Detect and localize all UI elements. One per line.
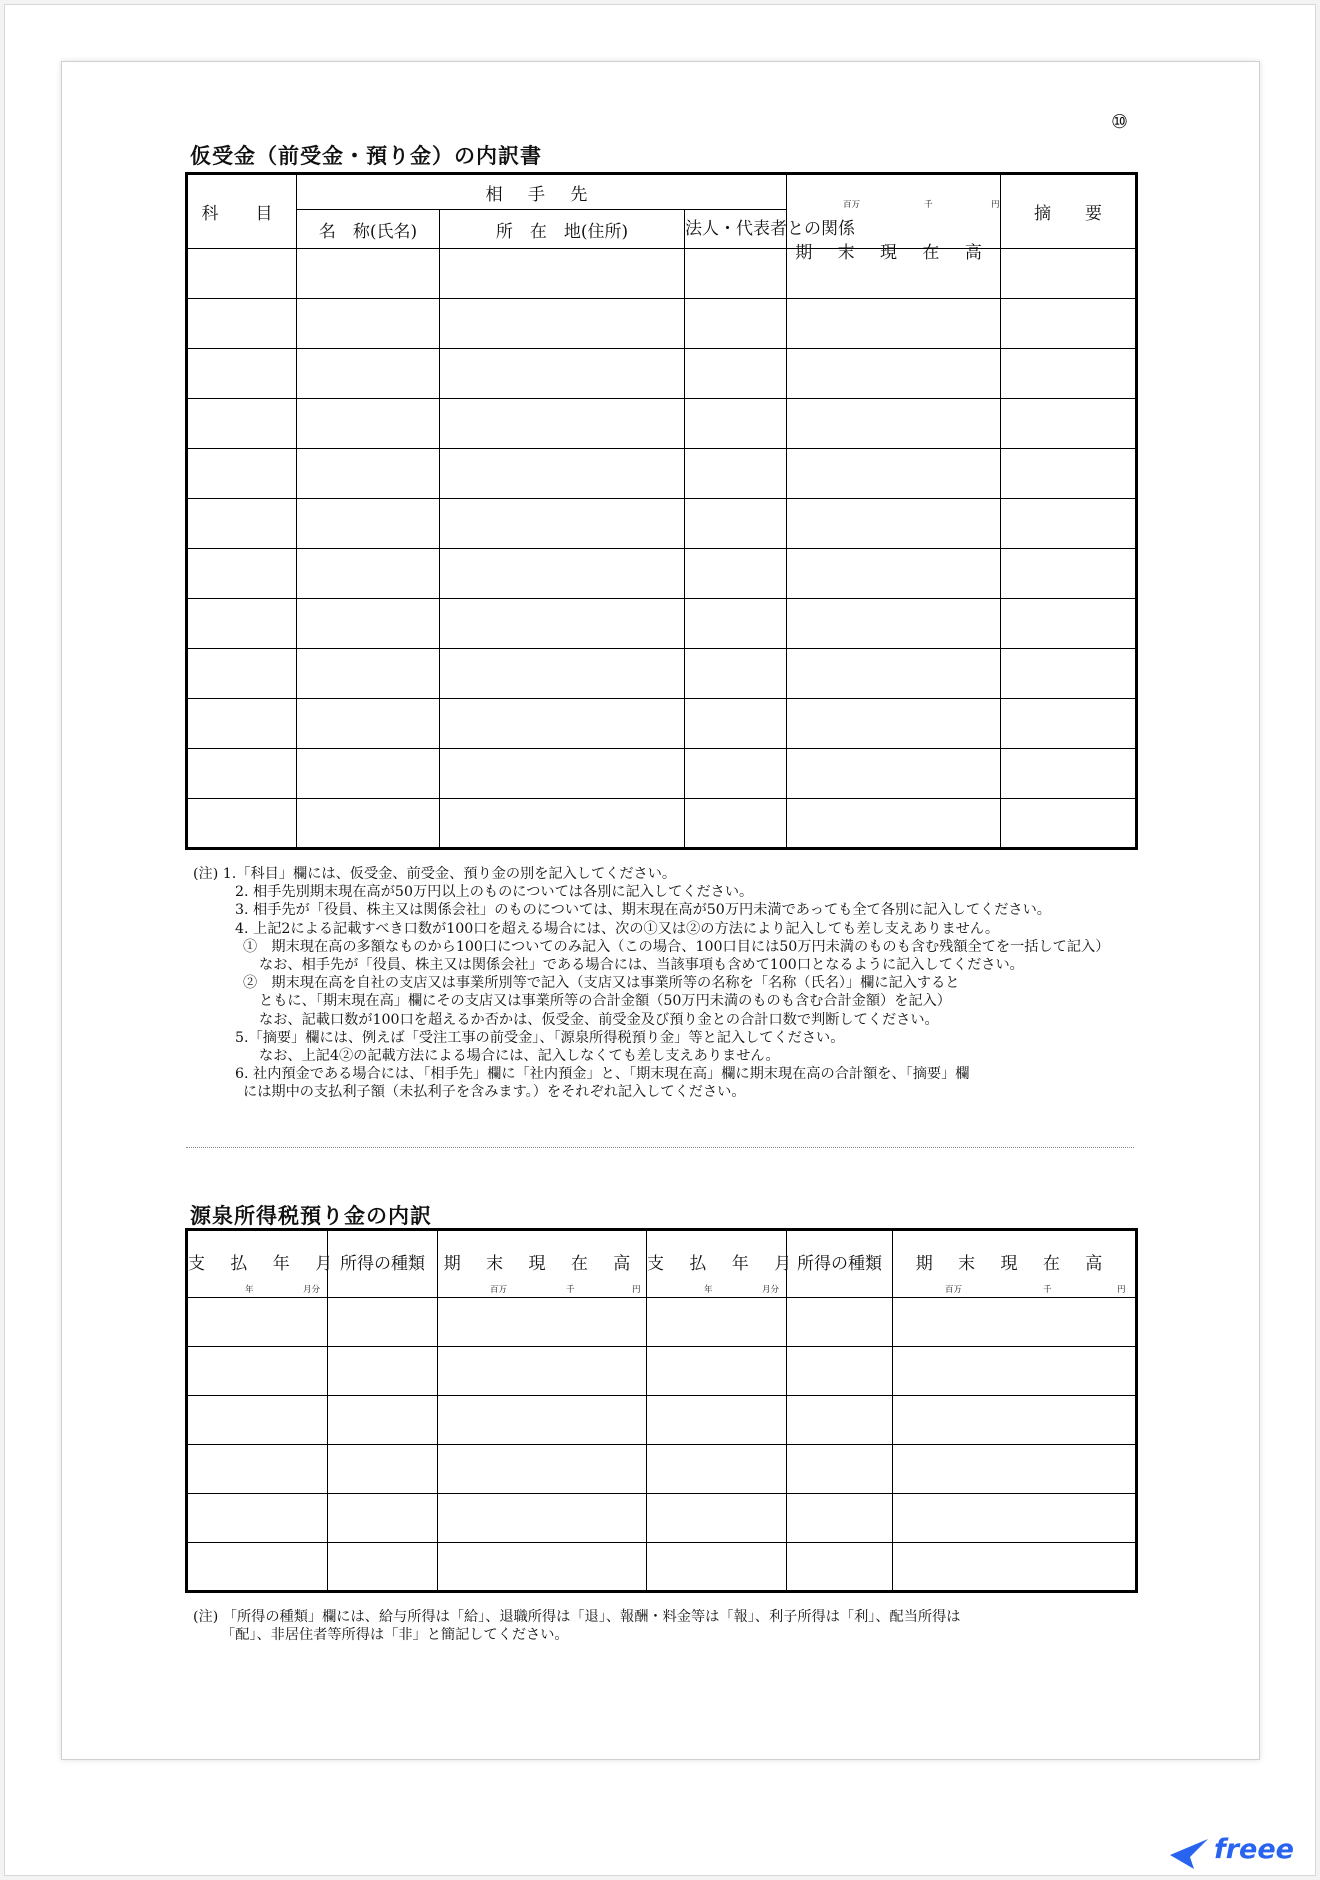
table-row [187,799,1137,849]
cell-kimatsu[interactable] [438,1298,647,1347]
cell-shiharai[interactable] [187,1347,328,1396]
cell-kimatsu[interactable] [893,1543,1137,1592]
cell-shozaichi[interactable] [440,749,685,799]
cell-meisho[interactable] [297,549,440,599]
cell-kimatsu[interactable] [787,599,1001,649]
cell-shurui[interactable] [787,1445,893,1494]
header-kankei: 法人・代表者との関係 [685,210,787,249]
cell-shozaichi[interactable] [440,699,685,749]
cell-kamoku[interactable] [187,399,297,449]
header-shiharai-2 [647,1230,802,1298]
cell-shurui[interactable] [328,1494,438,1543]
cell-shozaichi[interactable] [440,649,685,699]
unit-thousand: 千 [924,199,933,210]
cell-tekiyo[interactable] [1001,599,1137,649]
note-line: (注) 「所得の種類」欄には、給与所得は「給」、退職所得は「退」、報酬・料金等は「報」、利子所得は「利」、配当所得は [193,1609,961,1625]
cell-tekiyo[interactable] [1001,499,1137,549]
cell-shurui[interactable] [787,1298,893,1347]
cell-shurui[interactable] [328,1445,438,1494]
cell-shiharai[interactable] [187,1543,328,1592]
cell-kankei[interactable] [685,699,787,749]
cell-kimatsu[interactable] [893,1298,1137,1347]
table-row [187,749,1137,799]
cell-tekiyo[interactable] [1001,399,1137,449]
section-divider [186,1147,1134,1148]
header-aite: 相 手 先 [297,174,787,210]
header-shurui-1: 所得の種類 [328,1230,438,1298]
header-kimatsu-1-label: 期 末 現 在 高 [443,1254,641,1274]
header-shiharai-1-label: 支 払 年 月 [188,1254,343,1274]
header-tekiyo: 摘 要 [1001,174,1137,249]
note-line: なお、相手先が「役員、株主又は関係会社」である場合には、当該事項も含めて100口となるように記入してください。 [259,957,1024,974]
cell-shurui[interactable] [787,1543,893,1592]
unit-label: 月分 [303,1285,321,1295]
cell-kimatsu[interactable] [893,1396,1137,1445]
cell-kimatsu[interactable] [893,1347,1137,1396]
cell-kankei[interactable] [685,299,787,349]
header-shiharai-2-label: 支 払 年 月 [647,1254,802,1274]
cell-kankei[interactable] [685,649,787,699]
unit-yen: 円 [991,199,1000,210]
cell-kimatsu[interactable] [787,449,1001,499]
table-row [187,349,1137,399]
cell-tekiyo[interactable] [1001,349,1137,399]
note-line: ① 期末現在高の多額なものから100口についてのみ記入（この場合、100口目には50万円未満のものも含む残額全てを一括して記入） [243,938,1110,955]
note-line: なお、記載口数が100口を超えるか否かは、仮受金、前受金及び預り金との合計口数で判断してください。 [259,1011,939,1028]
table-row [187,399,1137,449]
section2-title: 源泉所得税預り金の内訳 [190,1204,432,1228]
cell-kankei[interactable] [685,449,787,499]
page-number: ⑩ [1111,111,1129,133]
note-line: 「配」、非居住者等所得は「非」と簡記してください。 [221,1627,569,1644]
unit-label: 年 [245,1285,254,1295]
cell-meisho[interactable] [297,349,440,399]
cell-shozaichi[interactable] [440,499,685,549]
cell-kamoku[interactable] [187,349,297,399]
cell-kimatsu[interactable] [787,799,1001,849]
brand-name: freee [1214,1834,1294,1865]
freee-logo-icon [1168,1833,1214,1873]
cell-meisho[interactable] [297,499,440,549]
header-kimatsu [787,174,1001,263]
cell-kimatsu[interactable] [438,1494,647,1543]
table-row [187,1494,1137,1543]
cell-meisho[interactable] [297,649,440,699]
cell-kankei[interactable] [685,249,787,299]
table-row [187,599,1137,649]
note-line: なお、上記4②の記載方法による場合には、記入しなくても差し支えありません。 [259,1048,780,1065]
section1-notes [193,865,1137,1102]
cell-shiharai[interactable] [647,1494,787,1543]
cell-kamoku[interactable] [187,249,297,299]
table-row [187,649,1137,699]
cell-kamoku[interactable] [187,649,297,699]
header-shozaichi: 所 在 地(住所) [440,210,685,249]
table-row [187,1445,1137,1494]
cell-kamoku[interactable] [187,499,297,549]
unit-million: 百万 [843,199,861,210]
unit-label: 千 [1043,1285,1052,1295]
cell-kimatsu[interactable] [438,1543,647,1592]
cell-shiharai[interactable] [187,1445,328,1494]
cell-shurui[interactable] [787,1347,893,1396]
cell-kimatsu[interactable] [787,349,1001,399]
cell-kamoku[interactable] [187,549,297,599]
cell-shurui[interactable] [328,1298,438,1347]
cell-meisho[interactable] [297,299,440,349]
cell-meisho[interactable] [297,699,440,749]
cell-shiharai[interactable] [187,1298,328,1347]
cell-meisho[interactable] [297,749,440,799]
section2-notes [193,1608,1137,1644]
table-row [187,449,1137,499]
cell-tekiyo[interactable] [1001,749,1137,799]
cell-tekiyo[interactable] [1001,299,1137,349]
header-shurui-2: 所得の種類 [787,1230,893,1298]
cell-shiharai[interactable] [647,1543,787,1592]
cell-kamoku[interactable] [187,599,297,649]
cell-kankei[interactable] [685,749,787,799]
table-row [187,1298,1137,1347]
table-row [187,1543,1137,1592]
cell-kimatsu[interactable] [787,549,1001,599]
cell-shozaichi[interactable] [440,299,685,349]
cell-shurui[interactable] [787,1494,893,1543]
cell-shiharai[interactable] [647,1347,787,1396]
header-kimatsu-2 [893,1230,1137,1298]
cell-kankei[interactable] [685,349,787,399]
note-line: ともに、「期末現在高」欄にその支店又は事業所等の合計金額（50万円未満のものも含む合計金額）を記入） [259,993,951,1010]
unit-label: 百万 [490,1285,508,1295]
cell-kamoku[interactable] [187,749,297,799]
note-line: 5.「摘要」欄には、例えば「受注工事の前受金」、「源泉所得税預り金」等と記入してください。 [235,1029,845,1046]
gensen-table [185,1228,1138,1593]
karijukin-table [185,172,1138,850]
section1-title: 仮受金（前受金・預り金）の内訳書 [190,144,542,168]
cell-tekiyo[interactable] [1001,449,1137,499]
table-row [187,549,1137,599]
cell-meisho[interactable] [297,399,440,449]
cell-kimatsu[interactable] [438,1445,647,1494]
cell-tekiyo[interactable] [1001,799,1137,849]
note-line: 6. 社内預金である場合には、「相手先」欄に「社内預金」と、「期末現在高」欄に期末現在高の合計額を、「摘要」欄 [235,1066,970,1083]
note-line: には期中の支払利子額（未払利子を含みます。）をそれぞれ記入してください。 [243,1084,746,1101]
cell-shiharai[interactable] [647,1396,787,1445]
cell-meisho[interactable] [297,599,440,649]
cell-shiharai[interactable] [187,1494,328,1543]
cell-kankei[interactable] [685,599,787,649]
cell-tekiyo[interactable] [1001,699,1137,749]
cell-kimatsu[interactable] [787,499,1001,549]
unit-label: 百万 [945,1285,963,1295]
table-row [187,699,1137,749]
cell-tekiyo[interactable] [1001,649,1137,699]
cell-kimatsu[interactable] [893,1445,1137,1494]
cell-shiharai[interactable] [647,1445,787,1494]
cell-kimatsu[interactable] [787,399,1001,449]
cell-kankei[interactable] [685,399,787,449]
cell-kimatsu[interactable] [787,699,1001,749]
cell-meisho[interactable] [297,449,440,499]
header-kimatsu-2-label: 期 末 現 在 高 [915,1254,1113,1274]
unit-label: 月分 [762,1285,780,1295]
header-shiharai-1 [187,1230,343,1298]
unit-label: 千 [566,1285,575,1295]
cell-shozaichi[interactable] [440,449,685,499]
cell-kamoku[interactable] [187,299,297,349]
cell-shurui[interactable] [328,1347,438,1396]
note-line: 2. 相手先別期末現在高が50万円以上のものについては各別に記入してください。 [235,884,754,901]
cell-kimatsu[interactable] [787,299,1001,349]
cell-tekiyo[interactable] [1001,549,1137,599]
header-kamoku: 科 目 [187,174,297,249]
cell-kimatsu[interactable] [787,649,1001,699]
cell-meisho[interactable] [297,799,440,849]
cell-kankei[interactable] [685,499,787,549]
note-line: ② 期末現在高を自社の支店又は事業所別等で記入（支店又は事業所等の名称を「名称（氏名）」欄に記入すると [243,975,960,992]
cell-tekiyo[interactable] [1001,249,1137,299]
cell-kamoku[interactable] [187,699,297,749]
note-line: (注) 1.「科目」欄には、仮受金、前受金、預り金の別を記入してください。 [193,866,677,882]
unit-label: 年 [704,1285,713,1295]
cell-shozaichi[interactable] [440,799,685,849]
cell-kimatsu[interactable] [893,1494,1137,1543]
cell-meisho[interactable] [297,249,440,299]
cell-shozaichi[interactable] [440,599,685,649]
header-meisho: 名 称(氏名) [297,210,440,249]
cell-shozaichi[interactable] [440,399,685,449]
header-kimatsu-1 [438,1230,647,1298]
table-row [187,299,1137,349]
table-row [187,1396,1137,1445]
header-kimatsu-label: 期 末 現 在 高 [795,242,992,263]
unit-label: 円 [1117,1285,1126,1295]
cell-shurui[interactable] [328,1543,438,1592]
cell-shiharai[interactable] [647,1298,787,1347]
cell-kankei[interactable] [685,799,787,849]
unit-label: 円 [632,1285,641,1295]
cell-kimatsu[interactable] [438,1347,647,1396]
cell-shozaichi[interactable] [440,349,685,399]
cell-shiharai[interactable] [187,1396,328,1445]
cell-kamoku[interactable] [187,799,297,849]
cell-shozaichi[interactable] [440,549,685,599]
cell-kamoku[interactable] [187,449,297,499]
cell-shurui[interactable] [787,1396,893,1445]
cell-shozaichi[interactable] [440,249,685,299]
note-line: 3. 相手先が「役員、株主又は関係会社」のものについては、期末現在高が50万円未満であっても全て各別に記入してください。 [235,902,1051,919]
cell-shurui[interactable] [328,1396,438,1445]
table-row [187,1347,1137,1396]
cell-kimatsu[interactable] [438,1396,647,1445]
table-row [187,499,1137,549]
note-line: 4. 上記2による記載すべき口数が100口を超える場合には、次の①又は②の方法により記入しても差し支えありません。 [235,920,1000,937]
cell-kankei[interactable] [685,549,787,599]
cell-kimatsu[interactable] [787,749,1001,799]
